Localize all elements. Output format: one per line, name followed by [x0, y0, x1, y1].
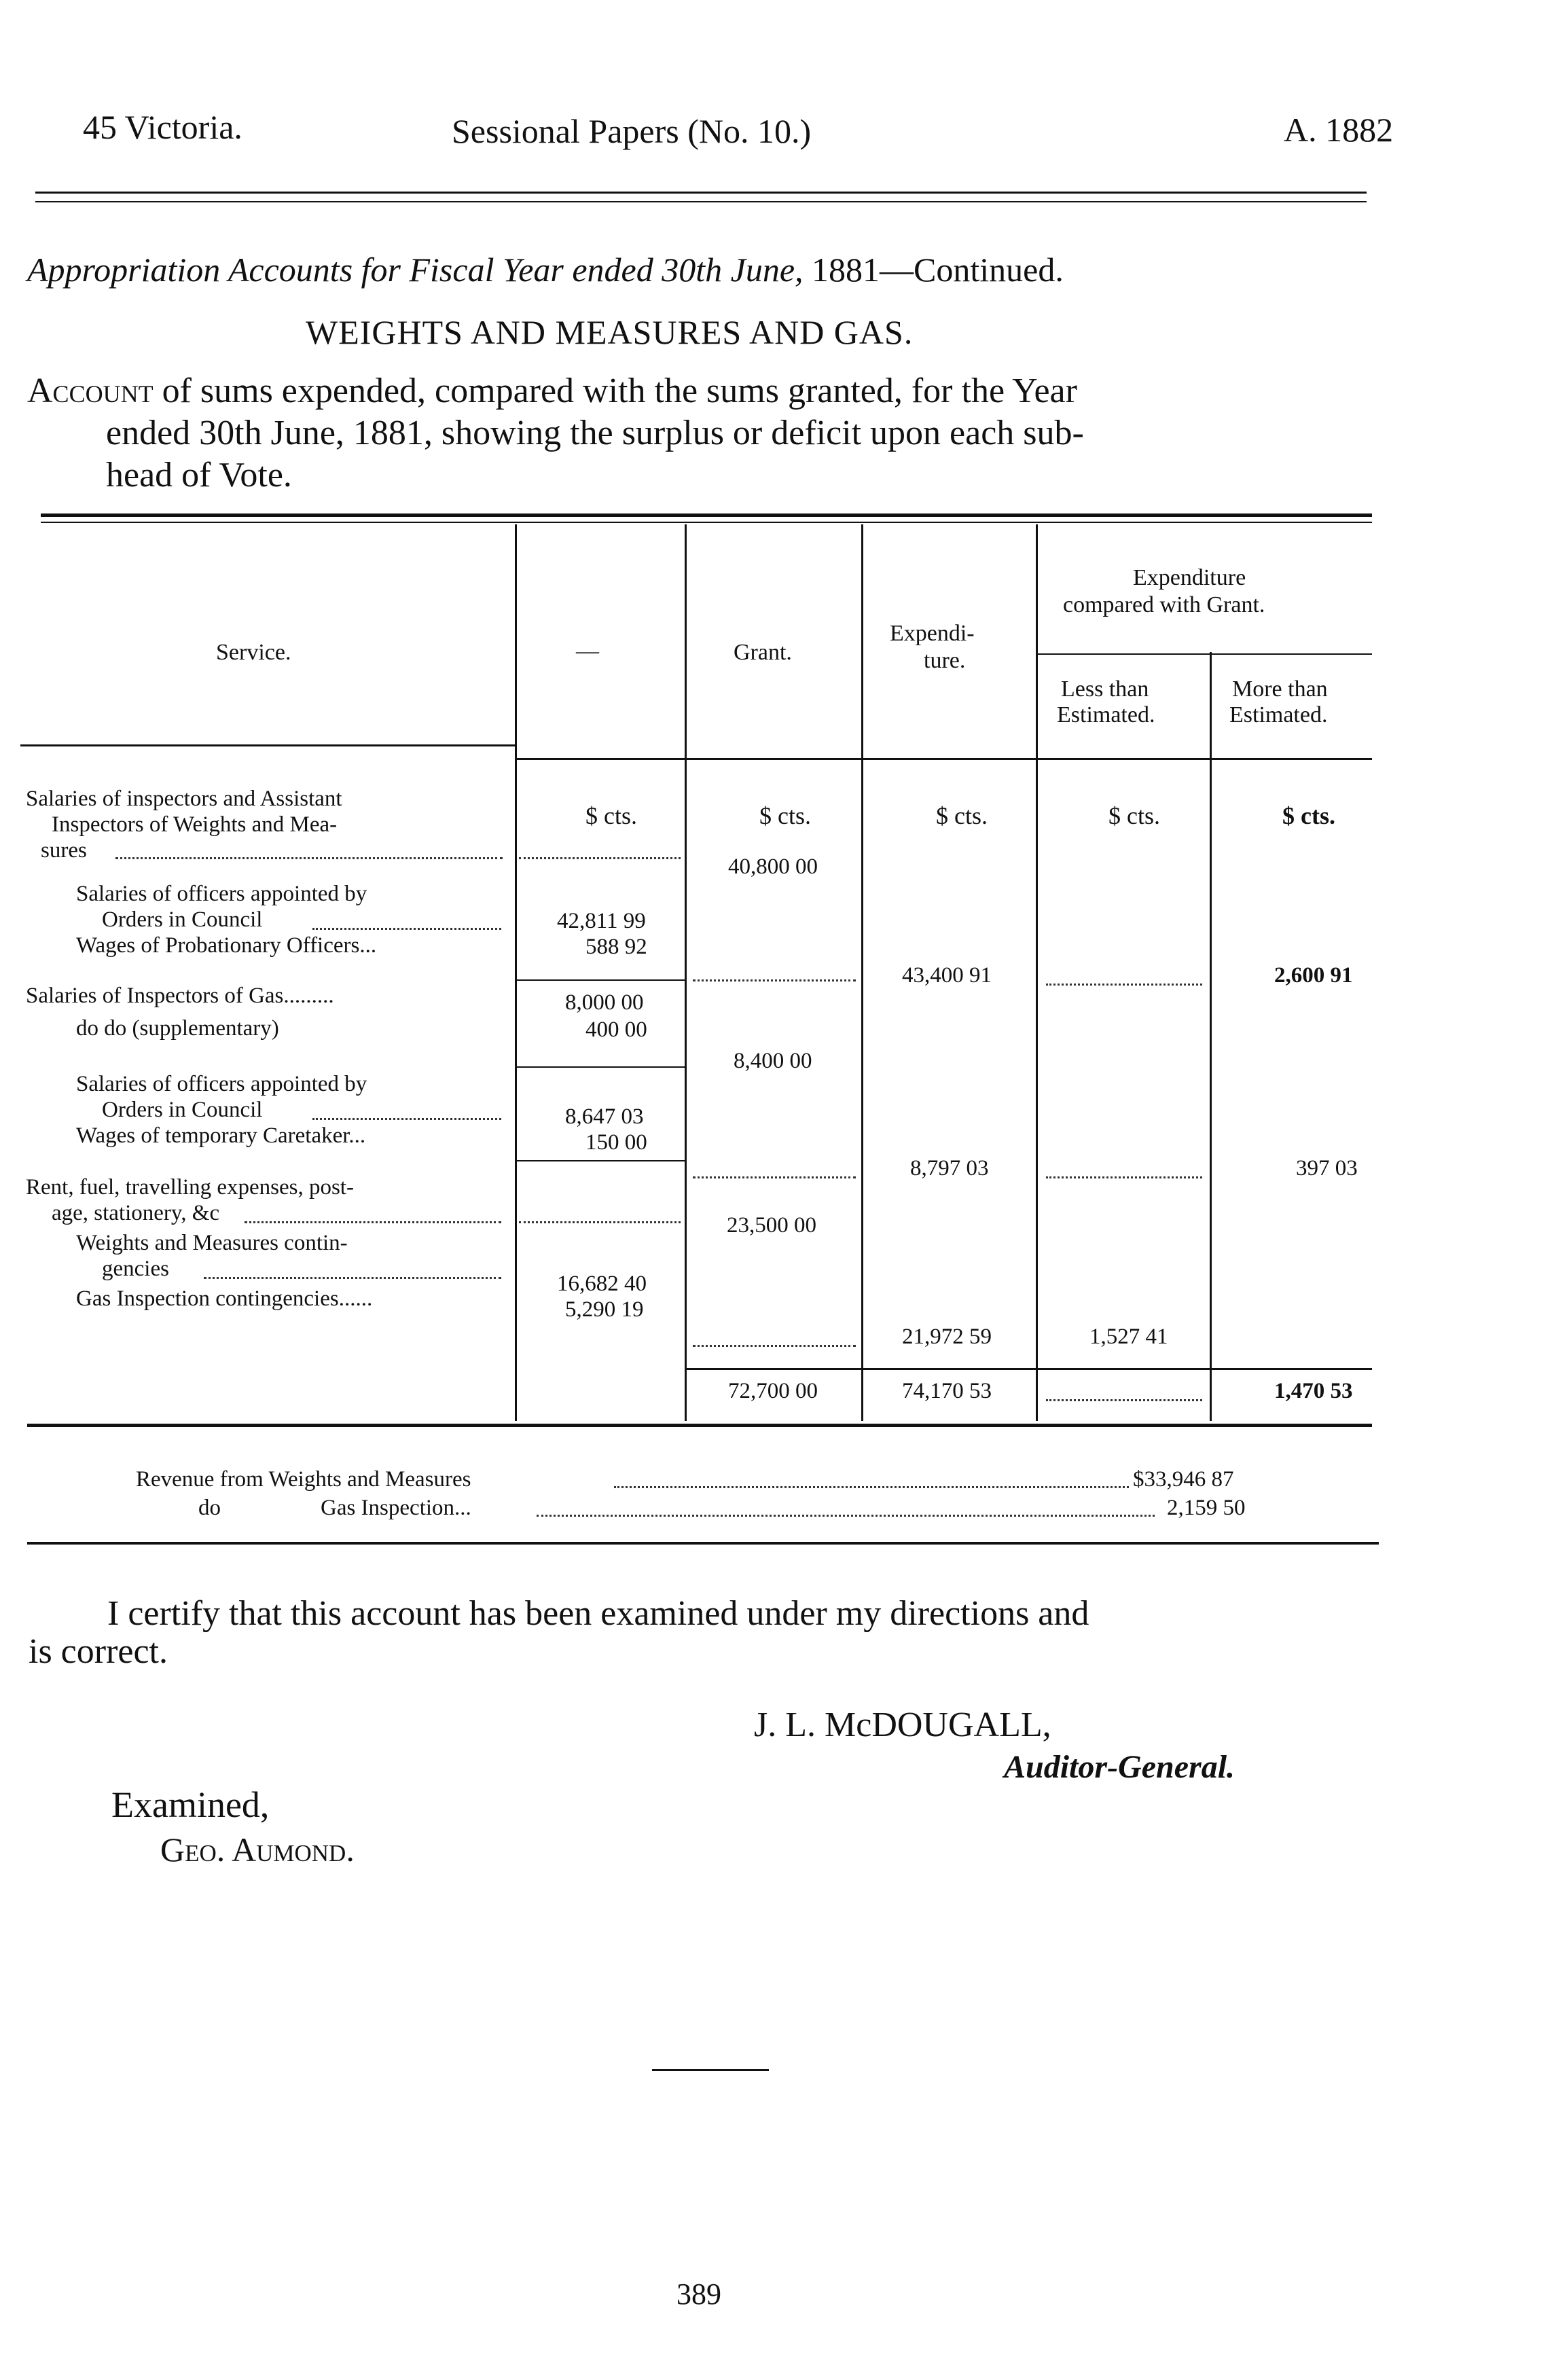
revenue-line-2-value: 2,159 50 [1167, 1496, 1246, 1520]
col1-value-1: 42,811 99 [557, 909, 646, 933]
less-leader-1 [1046, 984, 1202, 986]
grant-leader-1 [693, 979, 856, 981]
col1-rule-2 [516, 1066, 685, 1068]
col-rule-1 [515, 524, 517, 1421]
col1-value-4: 400 00 [585, 1017, 647, 1042]
service-line-14: Weights and Measures contin- [76, 1231, 348, 1255]
header-rule-bottom-cols [516, 758, 1372, 760]
leader-5 [204, 1277, 501, 1279]
revenue-leader-1 [614, 1486, 1129, 1488]
less-value-3: 1,527 41 [1089, 1324, 1168, 1349]
service-line-6: Wages of Probationary Officers... [76, 933, 377, 958]
service-line-15: gencies [102, 1257, 169, 1281]
expenditure-total: 74,170 53 [902, 1379, 992, 1403]
section-title: WEIGHTS AND MEASURES AND GAS. [306, 313, 914, 351]
header-service: Service. [216, 640, 291, 665]
header-less-2: Estimated. [1057, 702, 1155, 727]
certificate-line-1: I certify that this account has been examined under my directions and [107, 1594, 1089, 1633]
service-line-1: Salaries of inspectors and Assistant [26, 787, 342, 811]
header-right: A. 1882 [1284, 111, 1394, 149]
revenue-line-2-label-b: Gas Inspection... [321, 1496, 471, 1520]
unit-less: $ cts. [1108, 802, 1160, 829]
header-grant: Grant. [734, 640, 792, 665]
header-more-2: Estimated. [1229, 702, 1328, 727]
intro-line-2: ended 30th June, 1881, showing the surplus or deficit upon each sub- [106, 414, 1084, 452]
more-value-2: 397 03 [1296, 1156, 1358, 1180]
header-rule-bottom [35, 201, 1367, 202]
col-rule-5 [1210, 652, 1212, 1421]
col1-value-7: 16,682 40 [557, 1272, 647, 1296]
page-number: 389 [676, 2277, 721, 2311]
grant-total: 72,700 00 [728, 1379, 818, 1403]
table-rule-top-thin [41, 522, 1372, 523]
less-leader-2 [1046, 1176, 1202, 1178]
header-center: Sessional Papers (No. 10.) [452, 112, 812, 150]
col1-value-6: 150 00 [585, 1130, 647, 1155]
col1-value-5: 8,647 03 [565, 1104, 644, 1129]
header-more-1: More than [1232, 677, 1328, 702]
less-leader-total [1046, 1399, 1202, 1401]
revenue-line-1-label: Revenue from Weights and Measures [136, 1467, 471, 1492]
grant-value-1: 40,800 00 [728, 854, 818, 879]
closing-rule [652, 2069, 769, 2071]
intro-lead: Account [27, 372, 154, 410]
signature-name: J. L. McDOUGALL, [754, 1706, 1051, 1744]
grant-value-3: 23,500 00 [727, 1213, 816, 1238]
service-line-5: Orders in Council [102, 907, 263, 932]
intro-line-1 [27, 371, 1077, 411]
leader-3 [312, 1118, 501, 1120]
col-rule-2 [685, 524, 687, 1421]
subtitle-year: 1881—Continued. [812, 251, 1064, 289]
intro-line-1-text: of sums expended, compared with the sums granted, for the Year [162, 372, 1077, 410]
service-line-16: Gas Inspection contingencies...... [76, 1286, 373, 1311]
table-rule-bottom [27, 1424, 1372, 1427]
header-rule-top [35, 192, 1367, 194]
service-line-10: Orders in Council [102, 1098, 263, 1122]
leader-1 [115, 857, 503, 859]
signature-role: Auditor-General. [1004, 1749, 1235, 1785]
service-line-7: Salaries of Inspectors of Gas......... [26, 984, 334, 1008]
service-line-3: sures [41, 838, 87, 863]
service-line-9: Salaries of officers appointed by [76, 1072, 367, 1096]
service-line-13: age, stationery, &c [52, 1201, 220, 1225]
intro-line-3: head of Vote. [106, 456, 292, 494]
expenditure-value-1: 43,400 91 [902, 963, 992, 988]
revenue-line-2-label-a: do [198, 1496, 221, 1520]
header-left: 45 Victoria. [83, 108, 242, 146]
more-total: 1,470 53 [1274, 1379, 1353, 1403]
revenue-line-1-value: $33,946 87 [1133, 1467, 1234, 1492]
unit-more: $ cts. [1282, 802, 1335, 829]
leader-4 [245, 1221, 501, 1223]
more-value-1: 2,600 91 [1274, 963, 1353, 988]
leader-2 [312, 928, 501, 930]
header-expenditure-2: ture. [924, 648, 966, 673]
header-compared-2: compared with Grant. [1063, 592, 1265, 617]
col1-value-2: 588 92 [585, 935, 647, 959]
service-line-11: Wages of temporary Caretaker... [76, 1123, 366, 1148]
leader-4b [519, 1221, 681, 1223]
header-rule-bottom-table [20, 744, 515, 746]
expenditure-value-3: 21,972 59 [902, 1324, 992, 1349]
expenditure-value-2: 8,797 03 [910, 1156, 989, 1180]
grant-leader-2 [693, 1176, 856, 1178]
unit-col1: $ cts. [585, 802, 637, 829]
grant-value-2: 8,400 00 [734, 1049, 812, 1073]
col1-value-8: 5,290 19 [565, 1297, 644, 1322]
total-rule [686, 1368, 1372, 1370]
subtitle [27, 250, 1064, 289]
header-expenditure-1: Expendi- [890, 621, 975, 646]
col1-value-3: 8,000 00 [565, 990, 644, 1015]
unit-grant: $ cts. [759, 802, 811, 829]
grant-leader-3 [693, 1345, 856, 1347]
col-rule-3 [861, 524, 863, 1421]
col-rule-4 [1036, 524, 1038, 1421]
service-line-12: Rent, fuel, travelling expenses, post- [26, 1175, 354, 1200]
header-compared-rule [1038, 653, 1372, 655]
header-compared-1: Expenditure [1133, 565, 1246, 590]
examined-name: Geo. Aumond. [160, 1831, 355, 1869]
revenue-rule [27, 1542, 1379, 1545]
unit-expenditure: $ cts. [936, 802, 988, 829]
service-line-4: Salaries of officers appointed by [76, 882, 367, 906]
revenue-leader-2 [537, 1515, 1155, 1517]
service-line-8: do do (supplementary) [76, 1016, 279, 1041]
certificate-line-2: is correct. [29, 1632, 168, 1671]
table-rule-top [41, 513, 1372, 517]
leader-1b [519, 857, 681, 859]
col1-rule-3 [516, 1160, 685, 1161]
col1-rule-1 [516, 979, 685, 981]
examined-label: Examined, [111, 1784, 270, 1825]
header-dash: — [576, 638, 599, 664]
header-less-1: Less than [1061, 677, 1149, 702]
subtitle-italic: Appropriation Accounts for Fiscal Year ended 30th June, [27, 251, 804, 289]
service-line-2: Inspectors of Weights and Mea- [52, 812, 338, 837]
